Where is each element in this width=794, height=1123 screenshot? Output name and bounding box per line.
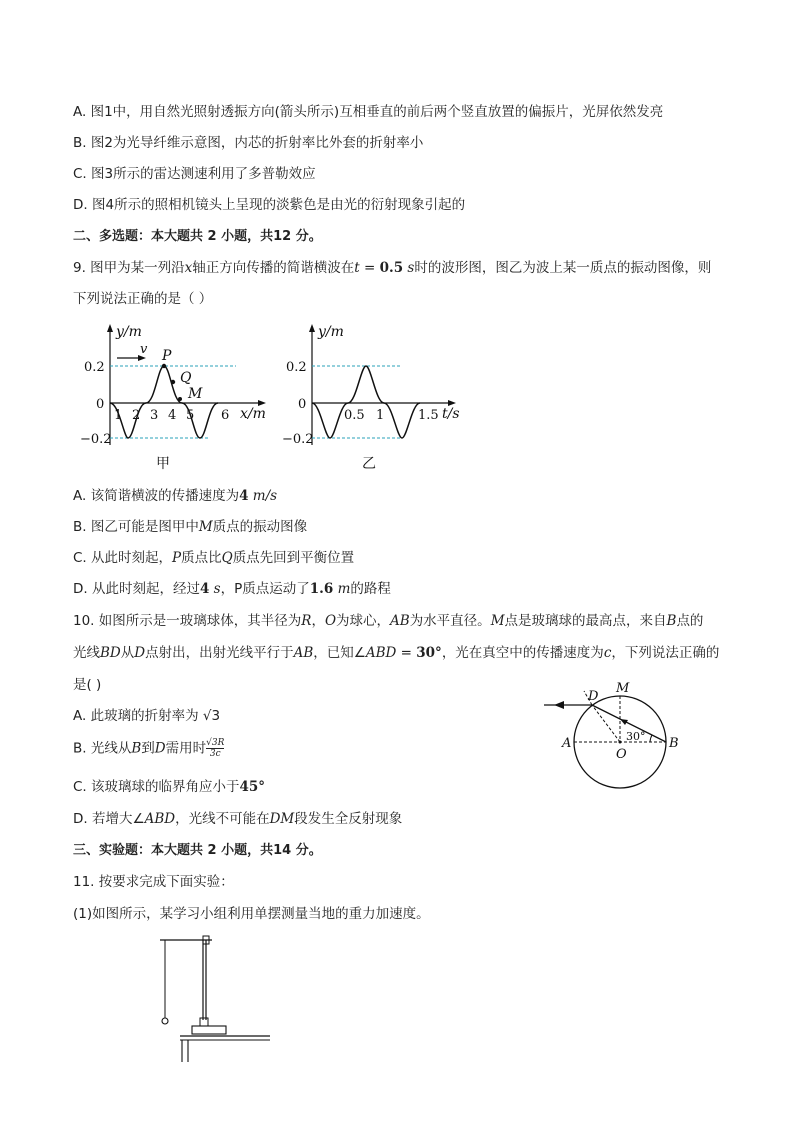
- q9-stem-line1: 9. 图甲为某一列沿x轴正方向传播的简谐横波在t = 0.5 s时的波形图，图乙为波上某一质点的振动图像，则: [73, 260, 712, 276]
- svg-text:0: 0: [298, 397, 307, 412]
- point-p: [162, 364, 166, 368]
- svg-text:B: B: [669, 736, 679, 751]
- svg-text:1: 1: [376, 408, 385, 423]
- wave-graph-jia: [80, 320, 280, 475]
- svg-text:2: 2: [132, 408, 141, 423]
- vibration-graph-yi: [282, 320, 482, 475]
- svg-text:−0.2: −0.2: [282, 432, 314, 447]
- svg-text:6: 6: [221, 408, 230, 423]
- caption-jia: 甲: [156, 456, 170, 472]
- vibration-curve: [312, 366, 420, 438]
- glass-sphere-figure: [540, 680, 690, 795]
- q10-option-d: D. 若增大∠ABD，光线不可能在DM段发生全反射现象: [73, 811, 403, 827]
- q8-option-c: C. 图3所示的雷达测速利用了多普勒效应: [73, 166, 316, 182]
- svg-text:5: 5: [186, 408, 195, 423]
- point-m: [178, 397, 182, 401]
- section2-heading: 二、多选题：本大题共 2 小题，共12 分。: [73, 229, 322, 244]
- y-tick-bottom: −0.2: [80, 432, 112, 447]
- q8-option-b: B. 图2为光导纤维示意图，内芯的折射率比外套的折射率小: [73, 135, 424, 151]
- q10-option-a: A. 此玻璃的折射率为 √3: [73, 708, 221, 724]
- q10-option-c: C. 该玻璃球的临界角应小于45°: [73, 779, 266, 795]
- svg-text:0.5: 0.5: [344, 408, 365, 423]
- svg-text:1.5: 1.5: [418, 408, 439, 423]
- svg-text:O: O: [616, 747, 627, 762]
- label-m: M: [188, 386, 203, 402]
- svg-text:0.2: 0.2: [286, 360, 307, 375]
- y-tick-top: 0.2: [84, 360, 105, 375]
- fraction: $\frac{√3R}{3c}$: [206, 738, 225, 759]
- svg-text:30°: 30°: [626, 730, 646, 743]
- x-axis-label: x/m: [240, 406, 266, 422]
- q9-option-a: A. 该简谐横波的传播速度为4 m/s: [73, 488, 278, 504]
- pendulum-apparatus-figure: [150, 930, 280, 1065]
- svg-text:4: 4: [168, 408, 177, 423]
- q11-part1: (1)如图所示，某学习小组利用单摆测量当地的重力加速度。: [73, 906, 430, 922]
- svg-text:D: D: [588, 689, 599, 704]
- point-q: [171, 380, 175, 384]
- q10-stem-line3: 是( ): [73, 677, 102, 693]
- q9-option-b: B. 图乙可能是图甲中M质点的振动图像: [73, 519, 308, 535]
- pendulum-bob: [162, 1018, 168, 1024]
- q8-option-d: D. 图4所示的照相机镜头上呈现的淡紫色是由光的衍射现象引起的: [73, 197, 466, 213]
- q8-option-a: A. 图1中，用自然光照射透振方向(箭头所示)互相垂直的前后两个竖直放置的偏振片，光屏依然发亮: [73, 104, 664, 120]
- section3-heading: 三、实验题：本大题共 2 小题，共14 分。: [73, 843, 322, 858]
- q10-stem-line2: 光线BD从D点射出，出射光线平行于AB，已知∠ABD = 30°，光在真空中的传播速度为c，下列说法正确的: [73, 645, 720, 661]
- label-p: P: [162, 348, 172, 364]
- svg-text:1: 1: [114, 408, 123, 423]
- q9-stem-line2: 下列说法正确的是（ ）: [73, 291, 213, 307]
- q10-option-b: B. 光线从B到D需用时 $\frac{√3R}{3c}$: [73, 738, 225, 759]
- y-tick-zero: 0: [96, 397, 105, 412]
- q9-option-d: D. 从此时刻起，经过4 s，P质点运动了1.6 m的路程: [73, 581, 391, 597]
- q11-stem: 11. 按要求完成下面实验：: [73, 874, 234, 890]
- y-axis-label: y/m: [318, 324, 344, 340]
- q10-stem-line1: 10. 如图所示是一玻璃球体，其半径为R，O为球心，AB为水平直径。M点是玻璃球的最高点，来自B点的: [73, 613, 704, 629]
- velocity-label: v: [140, 342, 148, 357]
- svg-text:3: 3: [150, 408, 159, 423]
- y-axis-label: y/m: [116, 324, 142, 340]
- svg-text:A: A: [562, 736, 572, 751]
- q9-option-c: C. 从此时刻起，P质点比Q质点先回到平衡位置: [73, 550, 355, 566]
- svg-text:M: M: [616, 681, 630, 696]
- wave-curve: [110, 366, 218, 438]
- t-axis-label: t/s: [442, 406, 460, 422]
- caption-yi: 乙: [362, 456, 376, 472]
- label-q: Q: [180, 370, 192, 386]
